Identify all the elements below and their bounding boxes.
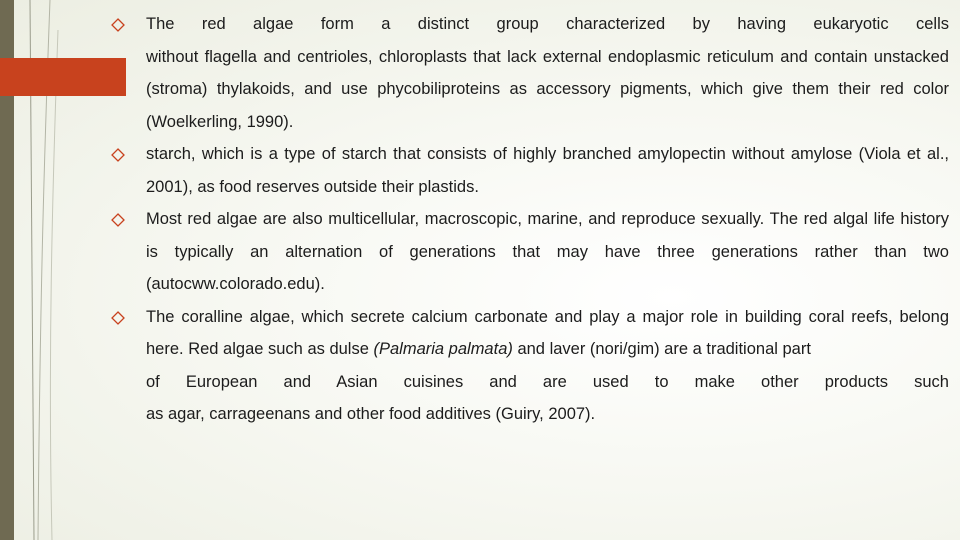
bullet-item-1 — [107, 8, 949, 138]
bullet-item-2 — [107, 138, 949, 203]
bullet-1-text: without flagella and centrioles, chloroplasts that lack external endoplasmic reticulum and contain unstacked (stroma) thylakoids, and use phycobiliproteins as accessory pigments, which give them their red color (Woelkerling, 1990). — [146, 47, 949, 131]
species-name: (Palmaria palmata) — [373, 340, 513, 358]
diamond-outline-icon — [108, 301, 130, 334]
diamond-outline-icon — [108, 138, 130, 171]
bullet-4-text: The coralline algae, which secrete calcium carbonate and play a major role in building coral reefs, belong here. Red algae such as dulse (Palmaria palmata) and laver (nori/gim) are a traditional part — [146, 307, 949, 358]
bullet-item-4 — [107, 301, 949, 431]
bullet-1-line-1: The red algae form a distinct group characterized by having eukaryotic cells — [146, 15, 949, 33]
bullet-4-last-line: as agar, carrageenans and other food additives (Guiry, 2007). — [146, 405, 596, 423]
bullet-4-wide-line: of European and Asian cuisines and are used to make other products such — [146, 372, 949, 391]
bullet-3-text: Most red algae are also multicellular, macroscopic, marine, and reproduce sexually. The red algal life history is typically an alternation of generations that may have three generations rather than two (autocww.colorado.edu). — [146, 210, 949, 293]
diamond-outline-icon — [108, 8, 130, 41]
bullet-item-3 — [107, 203, 949, 301]
bullet-2-text: starch, which is a type of starch that consists of highly branched amylopectin without amylose (Viola et al., 2001), as food reserves outside their plastids. — [146, 145, 949, 196]
diamond-outline-icon — [108, 203, 130, 236]
slide-content — [107, 8, 949, 431]
